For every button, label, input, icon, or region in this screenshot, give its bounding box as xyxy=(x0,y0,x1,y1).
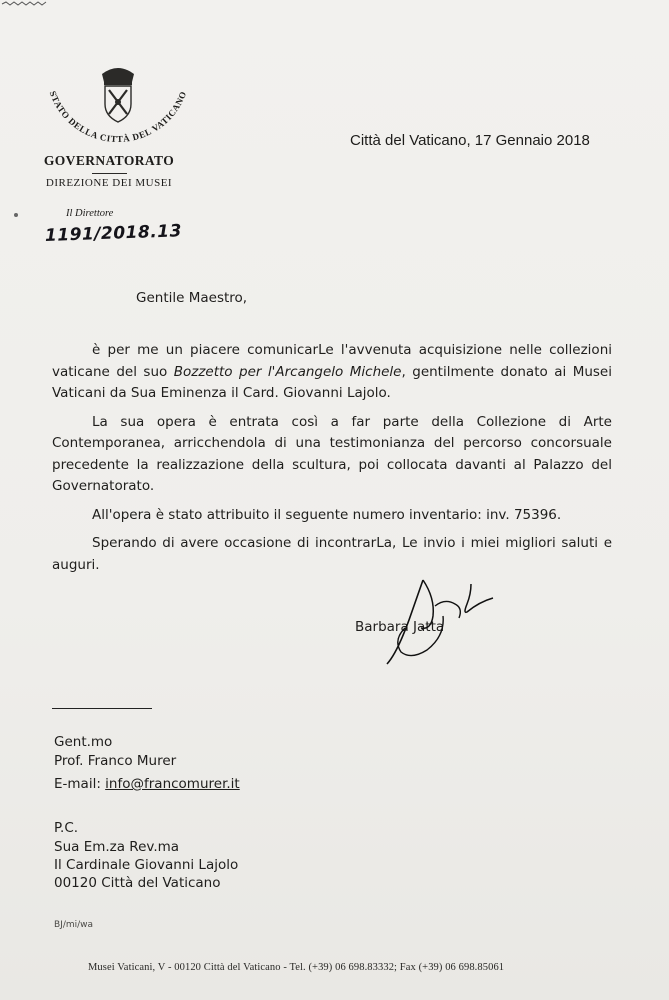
seal-text: STATO DELLA CITTÀ DEL VATICANO xyxy=(47,89,189,145)
department-name: DIREZIONE DEI MUSEI xyxy=(45,177,173,189)
paragraph-2: La sua opera è entrata così a far parte della Collezione di Arte Contemporanea, arricchendola di una testimonianza del percorso concorsuale precedente la realizzazione della scultura, poi collocata davanti al Palazzo del Governatorato. xyxy=(52,413,612,494)
torn-edge-marks xyxy=(0,0,60,8)
artwork-title: Bozzetto per l'Arcangelo Michele xyxy=(173,363,402,380)
separator-line xyxy=(52,708,152,709)
salutation: Gentile Maestro, xyxy=(136,290,248,306)
signatory-name: Barbara Jatta xyxy=(355,619,445,635)
date-line: Città del Vaticano, 17 Gennaio 2018 xyxy=(350,132,590,149)
vatican-seal xyxy=(38,52,198,164)
letter-body xyxy=(52,340,612,583)
punch-hole-mark xyxy=(14,213,18,217)
recipient-name: Prof. Franco Murer xyxy=(54,753,177,769)
paragraph-3: All'opera è stato attribuito il seguente numero inventario: inv. 75396. xyxy=(92,506,562,523)
coat-of-arms-icon xyxy=(102,68,134,122)
cc-line-3: 00120 Città del Vaticano xyxy=(54,875,221,891)
organization-name: GOVERNATORATO xyxy=(43,153,175,168)
paragraph-4: Sperando di avere occasione di incontrarLa, Le invio i miei migliori saluti e auguri. xyxy=(52,535,612,573)
cc-label: P.C. xyxy=(54,820,79,836)
role-label: Il Direttore xyxy=(66,208,114,219)
recipient-title: Gent.mo xyxy=(54,734,113,750)
cc-line-1: Sua Em.za Rev.ma xyxy=(54,839,180,855)
email-link[interactable]: info@francomurer.it xyxy=(105,776,240,792)
paragraph-1: è per me un piacere comunicarLe l'avvenuta acquisizione nelle collezioni vaticane del suo Bozzetto per l'Arcangelo Michele, gentilmente donato ai Musei Vaticani da Sua Eminenza il Card. Giovanni Lajolo. xyxy=(52,342,612,401)
footer-address: Musei Vaticani, V - 00120 Città del Vaticano - Tel. (+39) 06 698.83332; Fax (+39) 06 698.85061 xyxy=(88,962,505,973)
cc-line-2: Il Cardinale Giovanni Lajolo xyxy=(54,857,239,873)
handwritten-signature xyxy=(375,568,515,678)
protocol-number: 1191/2018.13 xyxy=(44,221,183,246)
divider xyxy=(92,173,127,174)
reference-code: BJ/mi/wa xyxy=(54,920,94,930)
recipient-email-line: E-mail: info@francomurer.it xyxy=(54,776,240,792)
